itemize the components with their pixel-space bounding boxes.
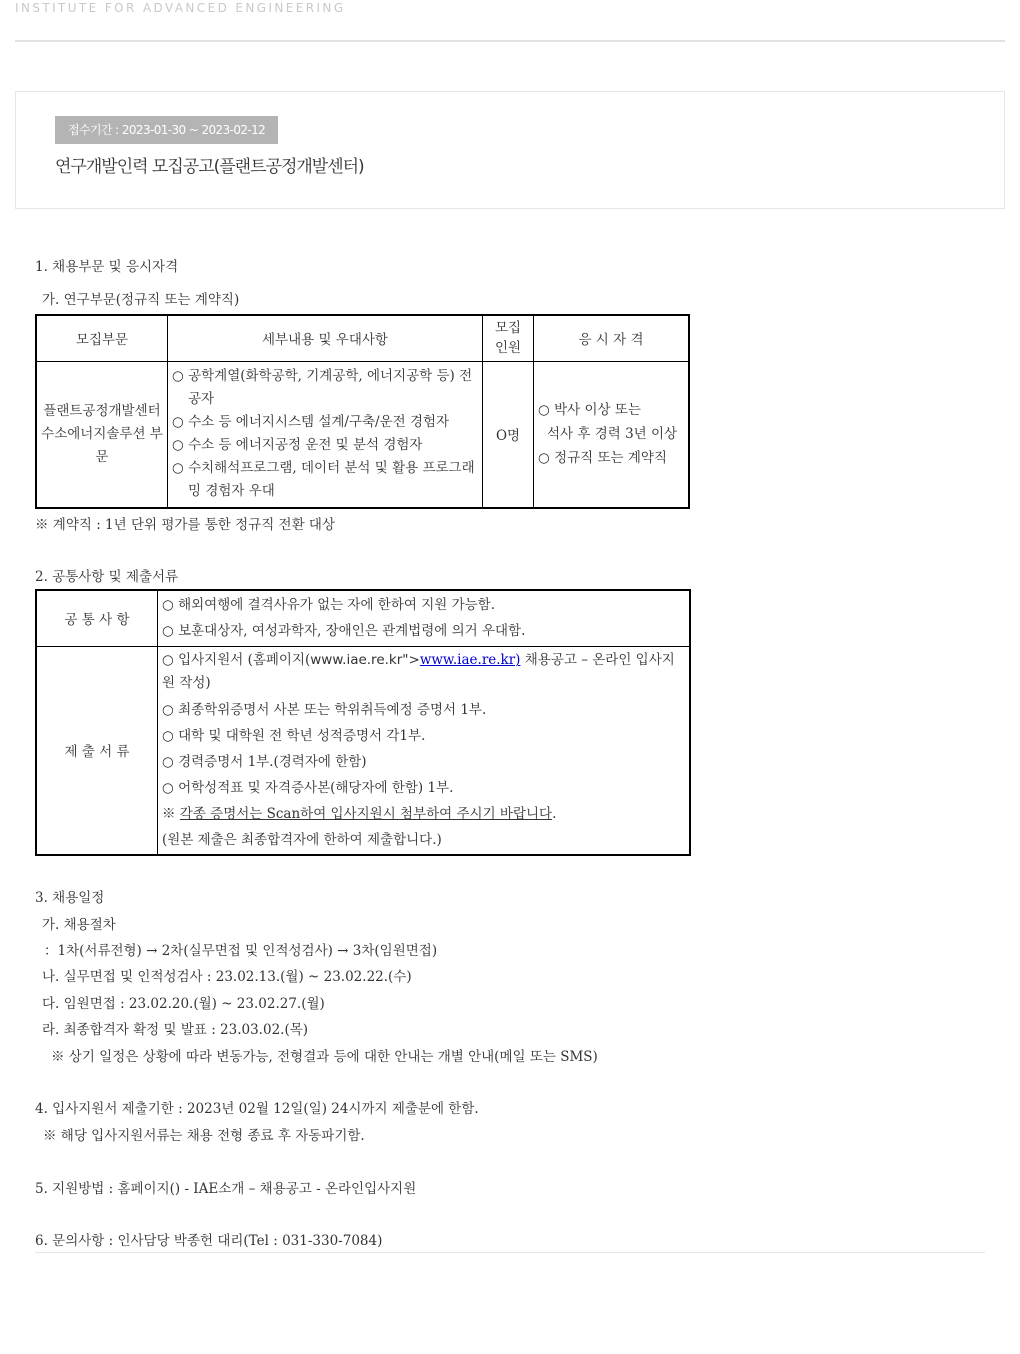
schedule-line: 라. 최종합격자 확정 및 발표 : 23.03.02.(목) xyxy=(42,1022,309,1038)
details-cell xyxy=(168,361,483,508)
schedule-line: 다. 임원면접 : 23.02.20.(월) ~ 23.02.27.(월) xyxy=(42,996,325,1012)
common-item: ○ 보훈대상자, 여성과학자, 장애인은 관계법령에 의거 우대함. xyxy=(162,623,526,640)
headcount-cell: O명 xyxy=(483,361,534,508)
schedule-line: 가. 채용절차 xyxy=(42,917,116,933)
department-cell xyxy=(36,361,168,508)
detail-item: ○ 수소 등 에너지공정 운전 및 분석 경험자 xyxy=(172,437,423,454)
document-item xyxy=(162,647,685,697)
common-item: ○ 해외여행에 결격사유가 없는 자에 한하여 지원 가능함. xyxy=(162,597,496,614)
scan-note-mark: ※ xyxy=(162,806,180,823)
table-header-cell: 모집부문 xyxy=(36,315,168,361)
document-item: ○ 어학성적표 및 자격증사본(해당자에 한함) 1부. xyxy=(162,780,454,797)
table-row xyxy=(36,361,689,508)
institute-name: INSTITUTE FOR ADVANCED ENGINEERING xyxy=(15,1,346,15)
table-header-cell: 세부내용 및 우대사항 xyxy=(168,315,483,361)
top-bar xyxy=(15,0,1005,42)
schedule-note: ※ 상기 일정은 상황에 따라 변동가능, 전형결과 등에 대한 안내는 개별 안내(메일 또는 SMS) xyxy=(51,1049,598,1065)
document-item-text: 채용공고 – 온라인 입사지원 작성) xyxy=(162,652,675,692)
table-header-row xyxy=(36,315,689,361)
table-row xyxy=(36,590,690,646)
schedule-line: 나. 실무면접 및 인적성검사 : 23.02.13.(월) ~ 23.02.22.(수) xyxy=(42,969,412,985)
document-item-text: ○ 입사지원서 (홈페이지( xyxy=(162,652,311,669)
detail-item: ○ 수치해석프로그램, 데이터 분석 및 활용 프로그래밍 경험자 우대 xyxy=(172,460,475,500)
document-item: ○ 최종학위증명서 사본 또는 학위취득예정 증명서 1부. xyxy=(162,702,487,719)
detail-item: ○ 수소 등 에너지시스템 설계/구축/운전 경험자 xyxy=(172,414,450,431)
documents-cell xyxy=(158,646,691,855)
contract-note: ※ 계약직 : 1년 단위 평가를 통한 정규직 전환 대상 xyxy=(35,517,335,533)
section-6-text: 6. 문의사항 : 인사담당 박종헌 대리(Tel : 031-330-7084) xyxy=(35,1233,383,1249)
department-name: 플랜트공정개발센터 xyxy=(43,402,161,419)
department-division: 수소에너지솔루션 부문 xyxy=(41,425,163,465)
documents-label-cell: 제 출 서 류 xyxy=(36,646,158,855)
qualification-item: 석사 후 경력 3년 이상 xyxy=(547,426,678,443)
scan-note-text: 각종 증명서는 Scan하여 입사지원시 첨부하여 주시기 바랍니다 xyxy=(179,806,553,823)
document-item: ○ 경력증명서 1부.(경력자에 한함) xyxy=(162,754,367,771)
qualification-item: ○ 정규직 또는 계약직 xyxy=(538,450,667,467)
section-5-text: 5. 지원방법 : 홈페이지() - IAE소개 – 채용공고 - 온라인입사지원 xyxy=(35,1181,417,1197)
table-header-cell: 응 시 자 격 xyxy=(534,315,690,361)
scan-note-period: . xyxy=(552,806,557,823)
original-note: (원본 제출은 최종합격자에 한하여 제출합니다.) xyxy=(162,832,442,849)
table-header-cell: 모집 인원 xyxy=(483,315,534,361)
requirements-table xyxy=(35,589,691,856)
section-1-heading: 1. 채용부문 및 응시자격 xyxy=(35,259,179,275)
post-header xyxy=(15,91,1005,209)
section-1-subheading: 가. 연구부문(정규직 또는 계약직) xyxy=(42,292,240,308)
scan-note xyxy=(162,801,685,827)
footer-divider xyxy=(35,1252,985,1253)
post-title: 연구개발인력 모집공고(플랜트공정개발센터) xyxy=(55,157,364,177)
section-4-note: ※ 해당 입사지원서류는 채용 전형 종료 후 자동파기함. xyxy=(43,1128,365,1144)
section-2-heading: 2. 공통사항 및 제출서류 xyxy=(35,569,179,585)
section-3-heading: 3. 채용일정 xyxy=(35,890,105,906)
qualification-item: ○ 박사 이상 또는 xyxy=(538,402,641,419)
schedule-line: ：1차(서류전형) → 2차(실무면접 및 인적성검사) → 3차(임원면접) xyxy=(44,943,438,959)
common-label-cell: 공 통 사 항 xyxy=(36,590,158,646)
table-row xyxy=(36,646,690,855)
qualification-cell xyxy=(534,361,690,508)
application-period-badge: 접수기간 : 2023-01-30 ~ 2023-02-12 xyxy=(55,116,278,144)
document-item: ○ 대학 및 대학원 전 학년 성적증명서 각1부. xyxy=(162,728,426,745)
raw-url-text: www.iae.re.kr"> xyxy=(310,652,420,669)
section-4-heading: 4. 입사지원서 제출기한 : 2023년 02월 12일(일) 24시까지 제출분에 한함. xyxy=(35,1101,479,1117)
homepage-link[interactable]: www.iae.re.kr) xyxy=(419,652,521,669)
recruitment-table xyxy=(35,314,690,509)
common-items-cell xyxy=(158,590,691,646)
detail-item: ○ 공학계열(화학공학, 기계공학, 에너지공학 등) 전공자 xyxy=(172,368,473,408)
